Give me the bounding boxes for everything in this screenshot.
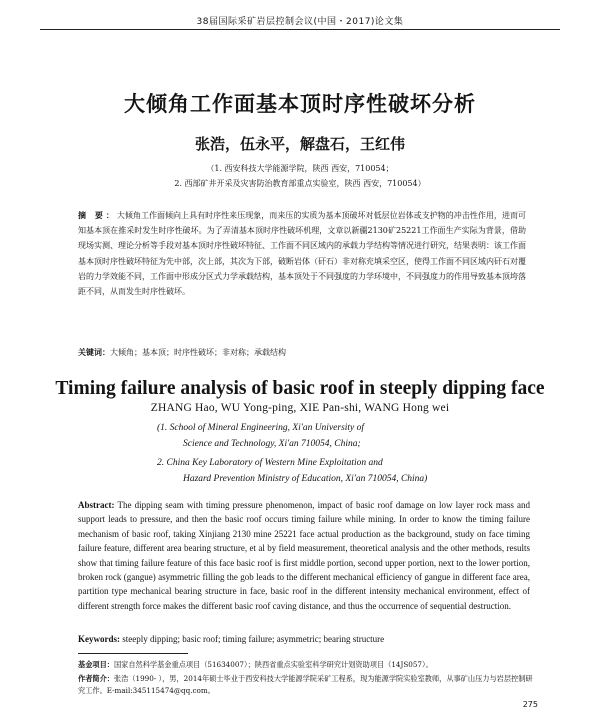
affiliation-english-4: Hazard Prevention Ministry of Education, Xi'an 710054, China) <box>183 474 428 484</box>
affiliation-english-1: (1. School of Mineral Engineering, Xi'an University of <box>157 423 365 433</box>
abstract-chinese-label: 摘 要： <box>78 211 117 220</box>
affiliation-english-3: 2. China Key Laboratory of Western Mine Exploitation and <box>157 458 383 468</box>
abstract-chinese-text: 大倾角工作面倾向上具有时序性来压现象，而来压的实质为基本顶破坏对低层位岩体或支护物的冲击性作用，进而可知基本顶在推采时发生时序性破坏。为了弄清基本顶时序性破坏机理，文章以新疆2130矿25221工作面生产实际为背景，借助现场实测、理论分析等手段对基本顶时序性破坏特征、工作面不同区域内的承载力学结构等情况进行研究，结果表明：该工作面基本顶时序性破坏特征为先中部，次上部，其次为下部，破断岩体（矸石）非对称充填采空区，使得工作面不同区域内矸石对覆岩的力学效能不同，工作面中形成分区式力学承载结构，基本顶处于不同强度的力学环境中，不同强度力的作用导致基本顶垮落距不同，从而发生时序性破坏。 <box>78 211 526 297</box>
title-english: Timing failure analysis of basic roof in steeply dipping face <box>55 378 545 399</box>
footnote-funding-label: 基金项目： <box>78 660 114 669</box>
footnote-rule <box>78 653 188 654</box>
keywords-english-label: Keywords: <box>78 634 120 644</box>
abstract-english-text: The dipping seam with timing pressure phenomenon, impact of basic roof damage on low layer rock mass and support leads to pressure, and then the basic roof occurs timing failure while mining. In order to know the timing failure mechanism of basic roof, taking Xinjiang 2130 mine 25221 face actual production as the background, study on face timing failure feature, different area bearing structure, et al by field measurement, theoretical analysis and the other methods, results show that timing failure feature of this face basic roof is first middle portion, second upper portion, next to the lower portion, broken rock (gangue) asymmetric filling the gob leads to the different mechanical efficiency of gangue in different face area, partition type mechanical bearing structure in face, basic roof in the different intensity mechanical environment, effect of different strength force makes the different basic roof caving distance, and thus the occurrence of sequential destruction. <box>78 500 530 611</box>
footnote-author-text: 张浩（1990- ），男，2014年硕士毕业于西安科技大学能源学院采矿工程系，现为能源学院实验室教师，从事矿山压力与岩层控制研究工作。E-mail:345115474@qq.com。 <box>78 674 533 695</box>
page-number: 275 <box>522 700 538 709</box>
abstract-chinese <box>78 208 526 299</box>
abstract-english-label: Abstract: <box>78 500 115 510</box>
affiliation-english-2: Science and Technology, Xi'an 710054, China; <box>183 439 361 449</box>
running-head: 38届国际采矿岩层控制会议(中国・2017)论文集 <box>196 17 404 27</box>
footnote-funding-text: 国家自然科学基金重点项目（51634007）；陕西省重点实验室科学研究计划资助项目（14JS057）。 <box>113 660 433 669</box>
authors-english: ZHANG Hao, WU Yong-ping, XIE Pan-shi, WANG Hong wei <box>150 402 450 414</box>
keywords-chinese-label: 关键词： <box>78 348 110 357</box>
affiliation-chinese-1: （1. 西安科技大学能源学院，陕西 西安，710054； <box>206 164 394 173</box>
keywords-chinese-text: 大倾角；基本顶；时序性破坏；非对称；承载结构 <box>110 348 286 357</box>
footnote-funding <box>78 659 538 671</box>
header-rule <box>40 29 560 30</box>
title-chinese: 大倾角工作面基本顶时序性破坏分析 <box>124 92 476 116</box>
keywords-english <box>78 634 530 644</box>
keywords-english-text: steeply dipping; basic roof; timing failure; asymmetric; bearing structure <box>122 634 385 644</box>
footnote-author-bio <box>78 673 538 697</box>
affiliation-chinese-2: 2. 西部矿井开采及灾害防治教育部重点实验室，陕西 西安，710054） <box>174 179 426 188</box>
footnote-author-label: 作者简介： <box>78 674 114 683</box>
authors-chinese: 张浩，伍永平，解盘石，王红伟 <box>194 135 405 153</box>
keywords-chinese <box>78 347 526 359</box>
abstract-english <box>78 498 530 613</box>
